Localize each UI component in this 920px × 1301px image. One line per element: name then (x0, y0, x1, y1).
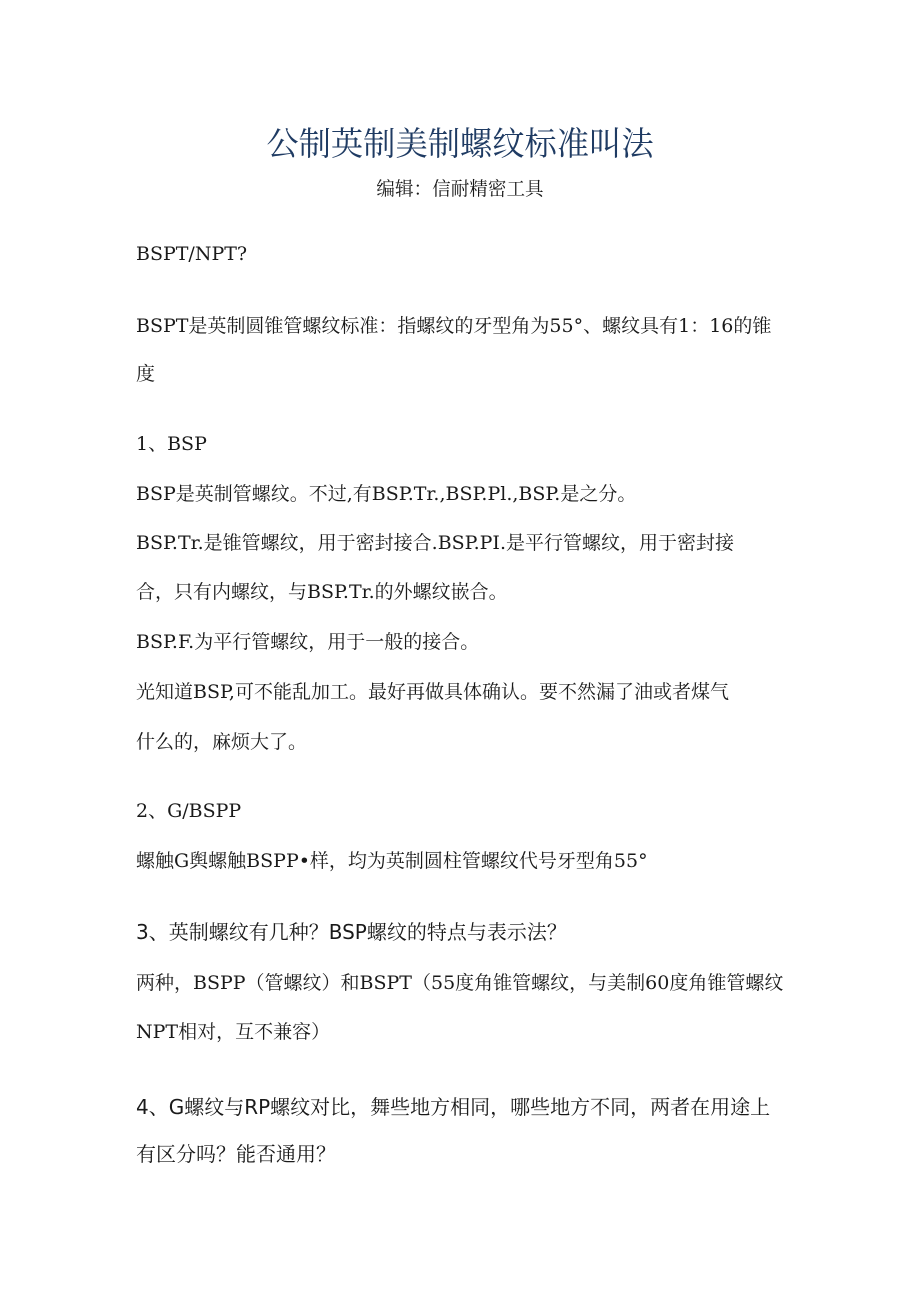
paragraph-line: BSP.Tr.是锥管螺纹，用于密封接合.BSP.PI.是平行管螺纹，用于密封接 (136, 532, 734, 554)
section-heading: 3、英制螺纹有几种？BSP螺纹的特点与表示法？ (136, 920, 567, 944)
paragraph-line: BSP.F.为平行管螺纹，用于一般的接合。 (136, 631, 480, 653)
paragraph-line: NPT相对，互不兼容） (136, 1021, 331, 1043)
paragraph-line: BSP是英制管螺纹。不过,有BSP.Tr.,BSP.Pl.,BSP.是之分。 (136, 483, 637, 505)
paragraph-line: 螺触G舆螺触BSPP•样，均为英制圆柱管螺纹代号牙型角55° (136, 850, 648, 872)
section-heading: 4、G螺纹与RP螺纹对比，舞些地方相同，哪些地方不同，两者在用途上 (136, 1095, 771, 1119)
editor-credit: 编辑：信耐精密工具 (376, 178, 544, 200)
section-heading: 2、G/BSPP (136, 800, 242, 822)
section-heading: 有区分吗？能否通用？ (136, 1142, 336, 1166)
paragraph-line: 合，只有内螺纹，与BSP.Tr.的外螺纹嵌合。 (136, 581, 508, 603)
paragraph-line: 度 (136, 363, 156, 385)
paragraph-line: BSPT是英制圆锥管螺纹标准：指螺纹的牙型角为55°、螺纹具有1：16的锥 (136, 315, 772, 337)
document-title: 公制英制美制螺纹标准叫法 (266, 124, 654, 163)
section-heading: 1、BSP (136, 433, 207, 455)
paragraph-line: 两种，BSPP（管螺纹）和BSPT（55度角锥管螺纹，与美制60度角锥管螺纹 (136, 972, 784, 994)
paragraph-line: 光知道BSP,可不能乱加工。最好再做具体确认。要不然漏了油或者煤气 (136, 681, 729, 703)
paragraph-line: 什么的，麻烦大了。 (136, 731, 308, 753)
question-heading: BSPT/NPT? (136, 243, 248, 265)
